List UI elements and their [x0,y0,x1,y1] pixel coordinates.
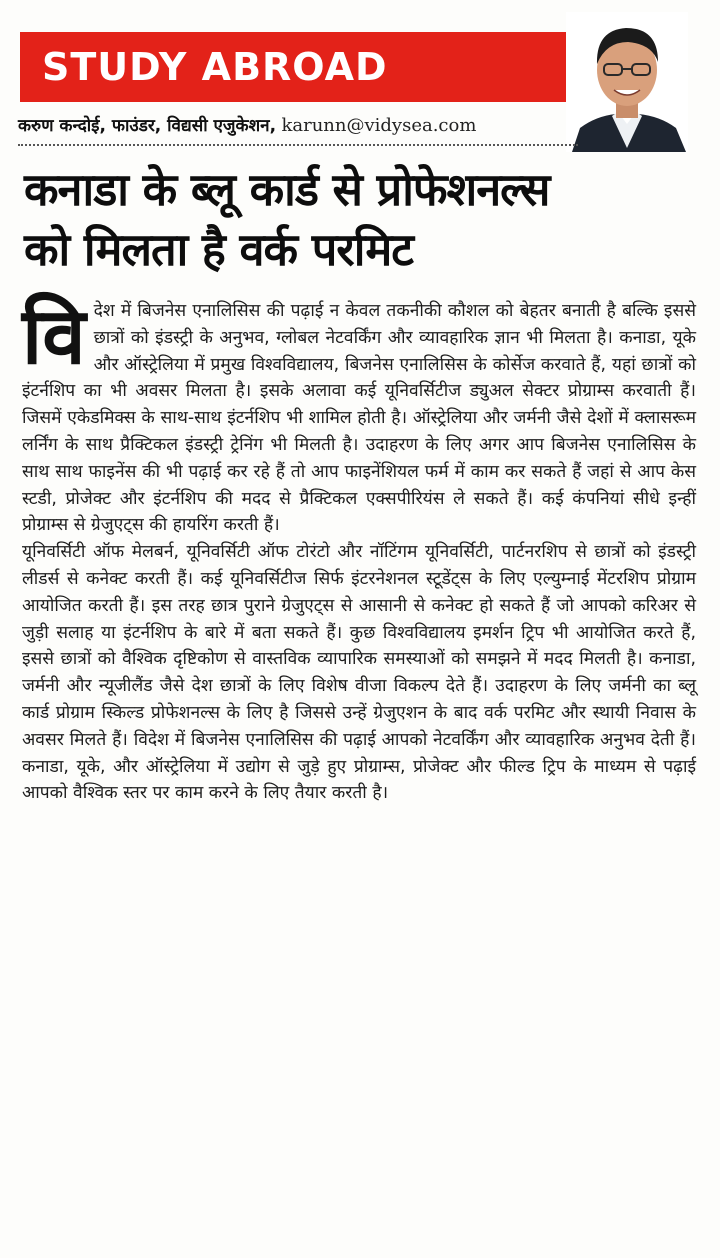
author-photo [566,12,688,152]
headline-line-2: को मिलता है वर्क परमिट [24,223,413,276]
author-portrait-image [566,12,688,152]
article-paragraph-1 [22,292,696,539]
article-headline [24,160,704,280]
headline-line-1: कनाडा के ब्लू कार्ड से प्रोफेशनल्स [24,163,550,216]
section-title: STUDY ABROAD [42,45,388,89]
author-credit: करुण कन्दोई, फाउंडर, विद्यसी एजुकेशन, [18,116,277,136]
article-paragraph-2: यूनिवर्सिटी ऑफ मेलबर्न, यूनिवर्सिटी ऑफ टोरंटो और नॉटिंगम यूनिवर्सिटी, पार्टनरशिप से छात्रों को इंडस्ट्री लीडर्स से कनेक्ट करती हैं। कई यूनिवर्सिटीज सिर्फ इंटरनेशनल स्टूडेंट्स के लिए एल्युम्नाई मेंटरशिप प्रोग्राम आयोजित करती हैं। इस तरह छात्र पुराने ग्रेजुएट्स से आसानी से कनेक्ट हो सकते हैं जो आपको करिअर से जुड़ी सलाह या इंटर्नशिप के बारे में बता सकते हैं। कुछ विश्वविद्यालय इमर्शन ट्रिप भी आयोजित करते हैं, इससे छात्रों को वैश्विक दृष्टिकोण से वास्तविक व्यापारिक समस्याओं को समझने में मदद मिलती है। कनाडा, जर्मनी और न्यूजीलैंड जैसे देश छात्रों के लिए विशेष वीजा विकल्प देते हैं। उदाहरण के लिए जर्मनी का ब्लू कार्ड प्रोग्राम स्किल्ड प्रोफेशनल्स के लिए है जिससे उन्हें ग्रेजुएशन के बाद वर्क परमिट और स्थायी निवास के अवसर मिलते हैं। विदेश में बिजनेस एनालिसिस की पढ़ाई आपको नेटवर्किंग और व्यावहारिक अनुभव देती हैं। कनाडा, यूके, और ऑस्ट्रेलिया में उद्योग से जुड़े हुए प्रोग्राम्स, प्रोजेक्ट और फील्ड ट्रिप के माध्यम से पढ़ाई आपको वैश्विक स्तर पर काम करने के लिए तैयार करती है। [22,542,696,804]
byline [18,108,578,146]
author-email[interactable]: karunn@vidysea.com [281,115,477,136]
article-body [22,292,696,807]
drop-cap: वि [22,292,86,382]
paragraph-1-text: देश में बिजनेस एनालिसिस की पढ़ाई न केवल तकनीकी कौशल को बेहतर बनाती है बल्कि इससे छात्रों को इंडस्ट्री के अनुभव, ग्लोबल नेटवर्किंग और व्यावहारिक ज्ञान भी मिलता है। कनाडा, यूके और ऑस्ट्रेलिया में प्रमुख विश्वविद्यालय, बिजनेस एनालिसिस के कोर्सेज करवाते हैं, यहां छात्रों को इंटर्नशिप का भी अवसर मिलता है। इसके अलावा कई यूनिवर्सिटीज ड्युअल सेक्टर प्रोग्राम्स करवाती हैं। जिसमें एकेडमिक्स के साथ-साथ इंटर्नशिप भी शामिल होती है। ऑस्ट्रेलिया और जर्मनी जैसे देशों में क्लासरूम लर्निंग के साथ प्रैक्टिकल इंडस्ट्री ट्रेनिंग भी मिलती है। उदाहरण के लिए अगर आप बिजनेस एनालिसिस के साथ साथ फाइनेंस की भी पढ़ाई कर रहे हैं तो आप फाइनेंशियल फर्म में काम कर सकते हैं जहां से आप केस स्टडी, प्रोजेक्ट और इंटर्नशिप की मदद से प्रैक्टिकल एक्सपीरियंस ले सकते हैं। कई कंपनियां सीधे इन्हीं प्रोग्राम्स से ग्रेजुएट्स की हायरिंग करती हैं। [22,301,696,536]
